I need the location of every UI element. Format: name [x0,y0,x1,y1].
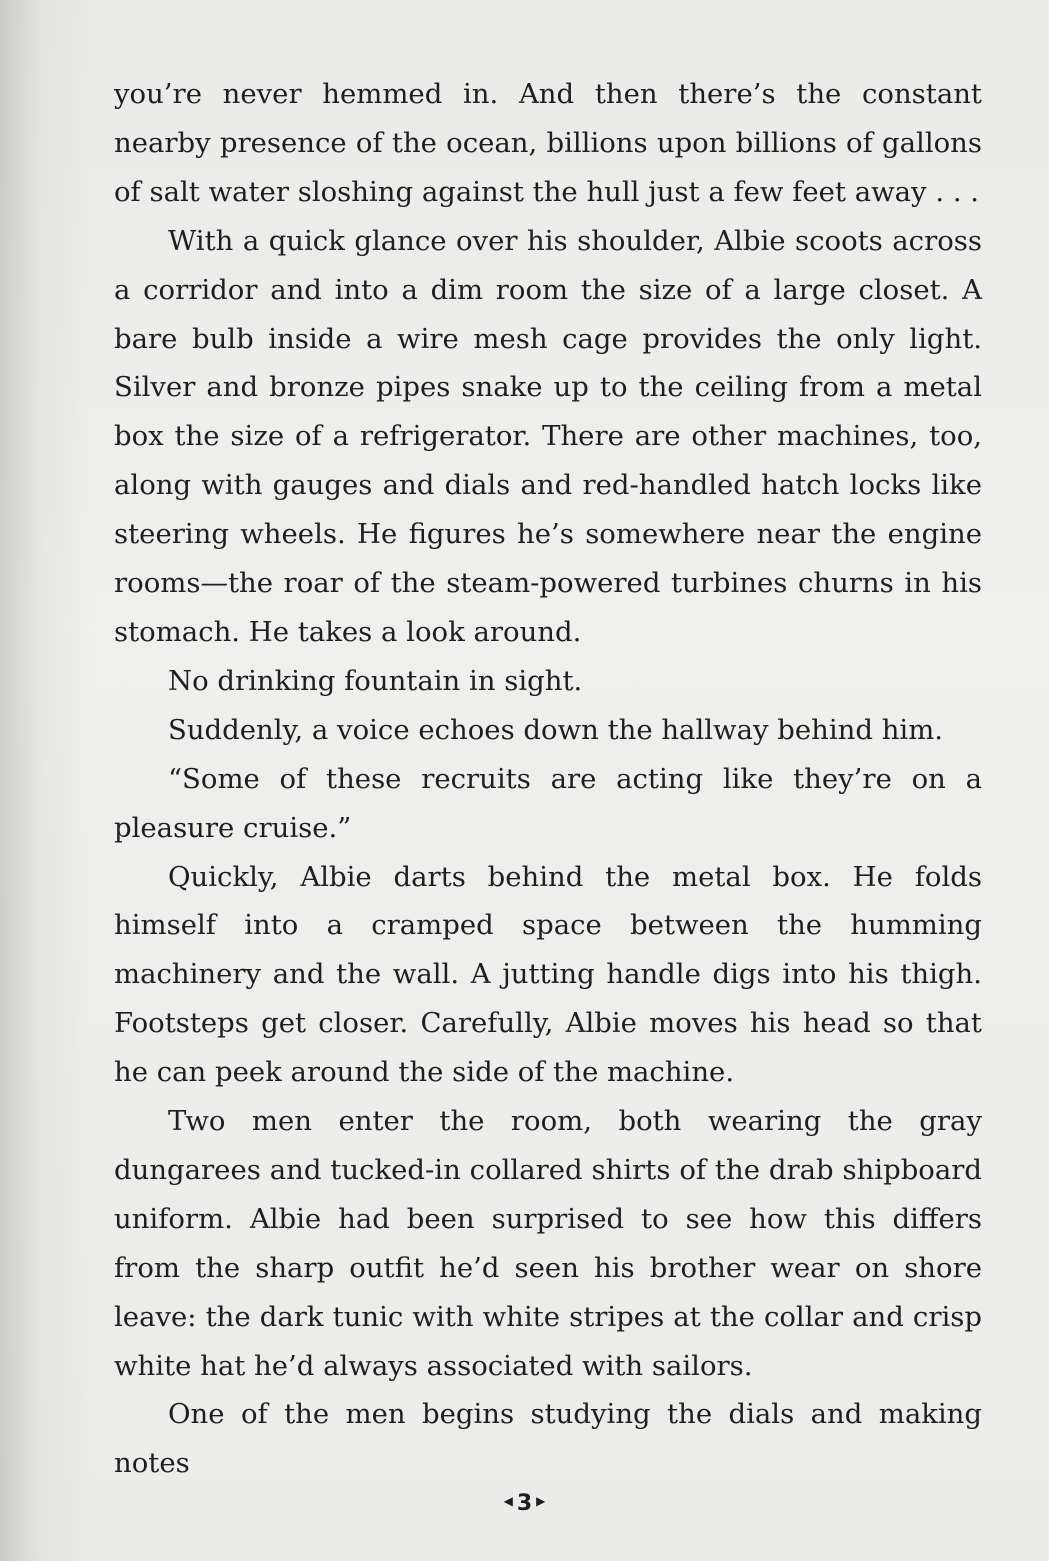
body-text [114,70,982,1488]
paragraph-8: One of the men begins studying the dials and making notes [114,1398,982,1480]
page-number-footer [0,1490,1049,1516]
paragraph-2: With a quick glance over his shoulder, Albie scoots across a corridor and into a dim room the size of a large closet. A bare bulb inside a wire mesh cage provides the only light. Silver and bronze pipes snake up to the ceiling from a metal box the size of a refrigerator. There are other machines, too, along with gauges and dials and red-handled hatch locks like steering wheels. He figures he’s somewhere near the engine rooms—the roar of the steam-powered turbines churns in his stomach. He takes a look around. [114,224,982,648]
left-triangle-icon: ◀ [503,1494,513,1508]
paragraph-5: “Some of these recruits are acting like they’re on a pleasure cruise.” [114,762,982,844]
paragraph-4: Suddenly, a voice echoes down the hallway behind him. [168,713,944,746]
page-number: 3 [516,1490,533,1516]
right-triangle-icon: ▶ [536,1494,546,1508]
paragraph-1: you’re never hemmed in. And then there’s the constant nearby presence of the ocean, billions upon billions of gallons of salt water sloshing against the hull just a few feet away . . . [114,78,982,208]
paragraph-6: Quickly, Albie darts behind the metal box. He folds himself into a cramped space between the humming machinery and the wall. A jutting handle digs into his thigh. Footsteps get closer. Carefully, Albie moves his head so that he can peek around the side of the machine. [114,860,982,1089]
paragraph-3: No drinking fountain in sight. [168,664,583,697]
paragraph-7: Two men enter the room, both wearing the gray dungarees and tucked-in collared shirts of the drab shipboard uniform. Albie had been surprised to see how this differs from the sharp outfit he’d seen his brother wear on shore leave: the dark tunic with white stripes at the collar and crisp white hat he’d always associated with sailors. [114,1105,982,1382]
